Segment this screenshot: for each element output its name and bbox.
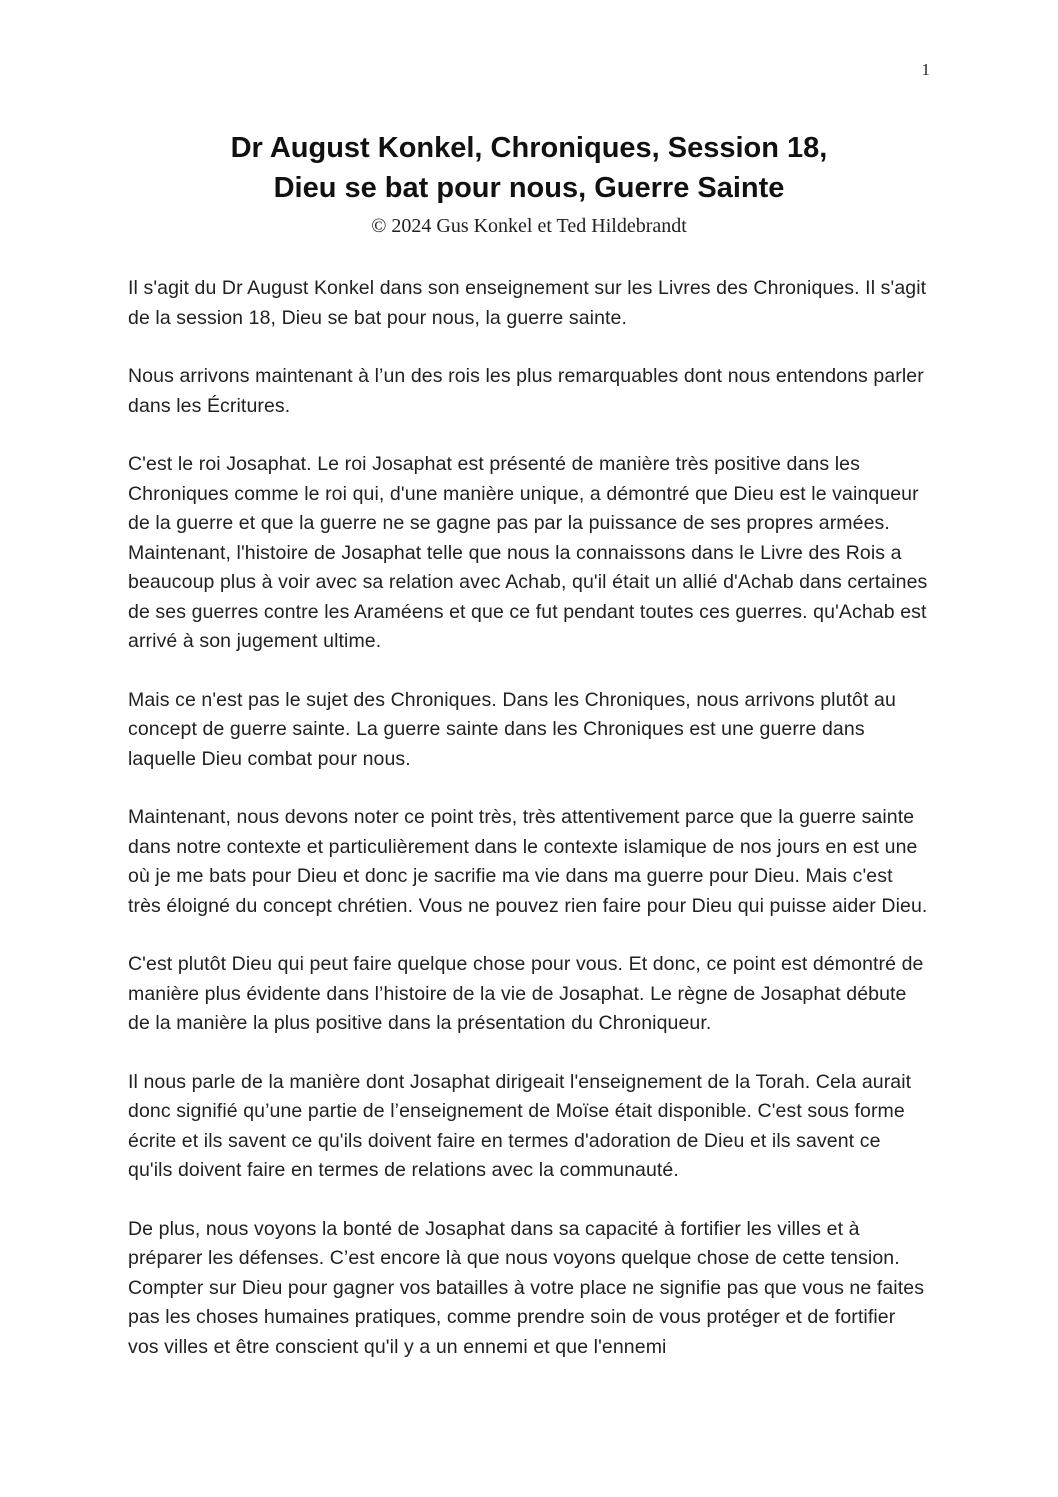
paragraph: C'est le roi Josaphat. Le roi Josaphat est présenté de manière très positive dans les Chroniques comme le roi qui, d'une manière unique, a démontré que Dieu est le vainqueur de la guerre et que la guerre ne se gagne pas par la puissance de ses propres armées. Maintenant, l'histoire de Josaphat telle que nous la connaissons dans le Livre des Rois a beaucoup plus à voir avec sa relation avec Achab, qu'il était un allié d'Achab dans certaines de ses guerres contre les Araméens et que ce fut pendant toutes ces guerres. qu'Achab est arrivé à son jugement ultime. bbox=[128, 453, 928, 652]
paragraph: Il s'agit du Dr August Konkel dans son enseignement sur les Livres des Chroniques. Il s'agit de la session 18, Dieu se bat pour nous, la guerre sainte. bbox=[128, 277, 927, 329]
paragraph: Mais ce n'est pas le sujet des Chroniques. Dans les Chroniques, nous arrivons plutôt au concept de guerre sainte. La guerre sainte dans les Chroniques est une guerre dans laquelle Dieu combat pour nous. bbox=[128, 688, 896, 770]
page-number: 1 bbox=[921, 60, 930, 79]
paragraph: Maintenant, nous devons noter ce point très, très attentivement parce que la guerre sainte dans notre contexte et particulièrement dans le contexte islamique de nos jours en est une où je me bats pour Dieu et donc je sacrifie ma vie dans ma guerre pour Dieu. Mais c'est très éloigné du concept chrétien. Vous ne pouvez rien faire pour Dieu qui puisse aider Dieu. bbox=[128, 806, 928, 917]
transcript-body bbox=[128, 274, 930, 1362]
paragraph: Nous arrivons maintenant à l’un des rois les plus remarquables dont nous entendons parler dans les Écritures. bbox=[128, 365, 924, 417]
document-title bbox=[128, 128, 930, 208]
copyright-line: © 2024 Gus Konkel et Ted Hildebrandt bbox=[371, 215, 687, 237]
paragraph: Il nous parle de la manière dont Josaphat dirigeait l'enseignement de la Torah. Cela aurait donc signifié qu’une partie de l’enseignement de Moïse était disponible. C'est sous forme écrite et ils savent ce qu'ils doivent faire en termes d'adoration de Dieu et ils savent ce qu'ils doivent faire en termes de relations avec la communauté. bbox=[128, 1070, 912, 1181]
paragraph: De plus, nous voyons la bonté de Josaphat dans sa capacité à fortifier les villes et à préparer les défenses. C’est encore là que nous voyons quelque chose de cette tension. Compter sur Dieu pour gagner vos batailles à votre place ne signifie pas que vous ne faites pas les choses humaines pratiques, comme prendre soin de vous protéger et de fortifier vos villes et être conscient qu'il y a un ennemi et que l'ennemi bbox=[128, 1217, 925, 1358]
title-line-2: Dieu se bat pour nous, Guerre Sainte bbox=[273, 172, 785, 204]
title-line-1: Dr August Konkel, Chroniques, Session 18, bbox=[230, 132, 828, 164]
paragraph: C'est plutôt Dieu qui peut faire quelque chose pour vous. Et donc, ce point est démontré de manière plus évidente dans l’histoire de la vie de Josaphat. Le règne de Josaphat débute de la manière la plus positive dans la présentation du Chroniqueur. bbox=[128, 953, 924, 1034]
